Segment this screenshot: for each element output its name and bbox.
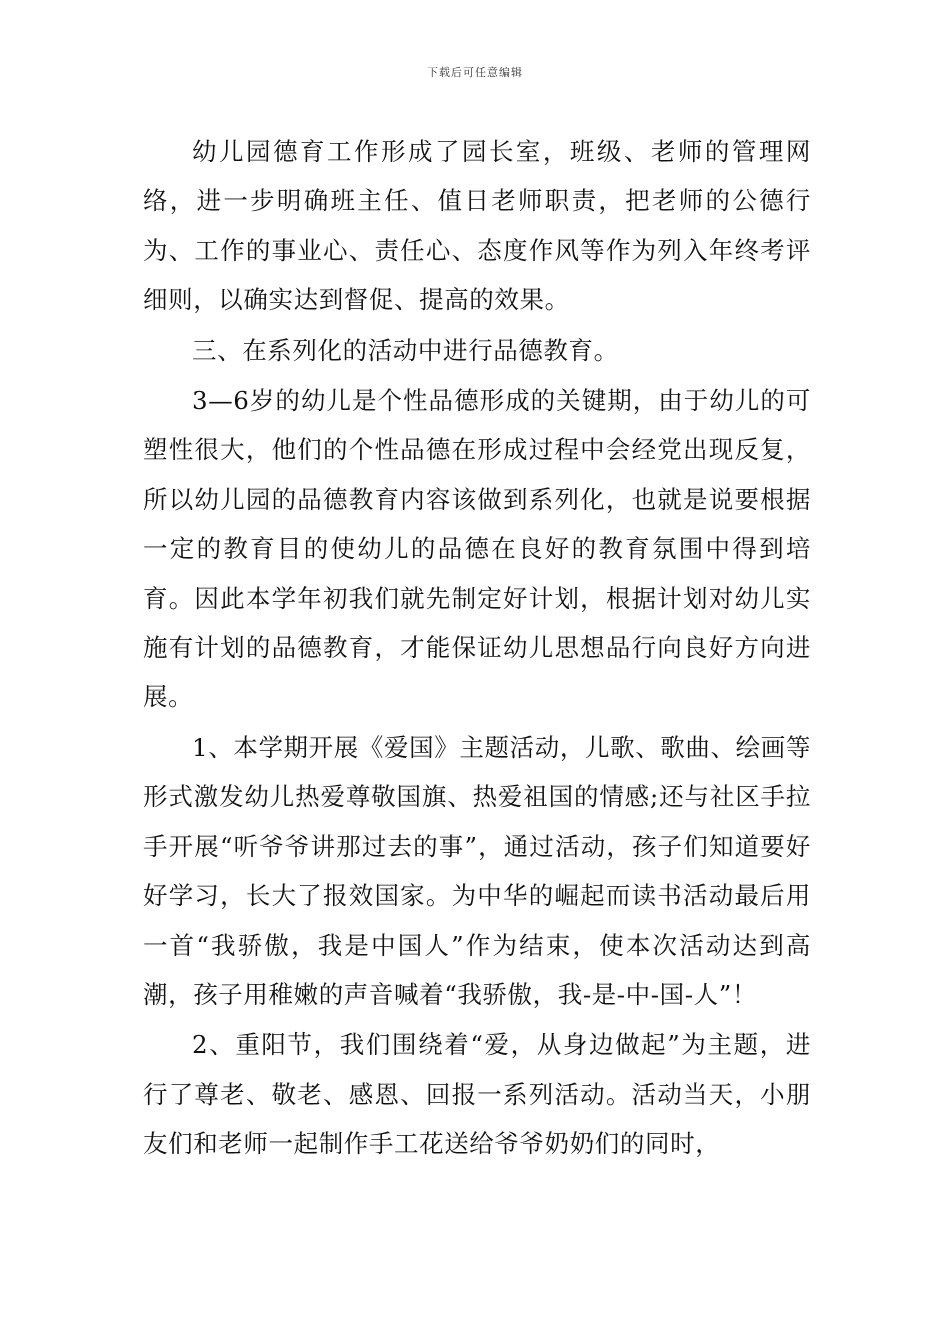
paragraph-chongyang-festival: 2、重阳节，我们围绕着“爱，从身边做起”为主题，进行了尊老、敬老、感恩、回报一系列活动。活动当天，小朋友们和老师一起制作手工花送给爷爷奶奶们的同时， xyxy=(143,1030,811,1159)
paragraph-patriotism-activity: 1、本学期开展《爱国》主题活动，儿歌、歌曲、绘画等形式激发幼儿热爱尊敬国旗、热爱祖国的情感;还与社区手拉手开展“听爷爷讲那过去的事”，通过活动，孩子们知道要好好学习，长大了报效国家。为中华的崛起而读书活动最后用一首“我骄傲，我是中国人”作为结束，使本次活动达到高潮，孩子用稚嫩的声音喊着“我骄傲，我-是-中-国-人”！ xyxy=(143,732,811,1009)
section-heading-3: 三、在系列化的活动中进行品德教育。 xyxy=(192,335,619,365)
paragraph-moral-management: 幼儿园德育工作形成了园长室，班级、老师的管理网络，进一步明确班主任、值日老师职责，把老师的公德行为、工作的事业心、责任心、态度作风等作为列入年终考评细则，以确实达到督促、提高的效果。 xyxy=(143,137,811,315)
paragraph-age-3-6: 3—6岁的幼儿是个性品德形成的关键期，由于幼儿的可塑性很大，他们的个性品德在形成过程中会经党出现反复，所以幼儿园的品德教育内容该做到系列化，也就是说要根据一定的教育目的使幼儿的品德在良好的教育氛围中得到培育。因此本学年初我们就先制定好计划，根据计划对幼儿实施有计划的品德教育，才能保证幼儿思想品行向良好方向进展。 xyxy=(143,386,811,712)
page-header-note: 下载后可任意编辑 xyxy=(427,66,523,79)
document-body xyxy=(143,127,811,1170)
